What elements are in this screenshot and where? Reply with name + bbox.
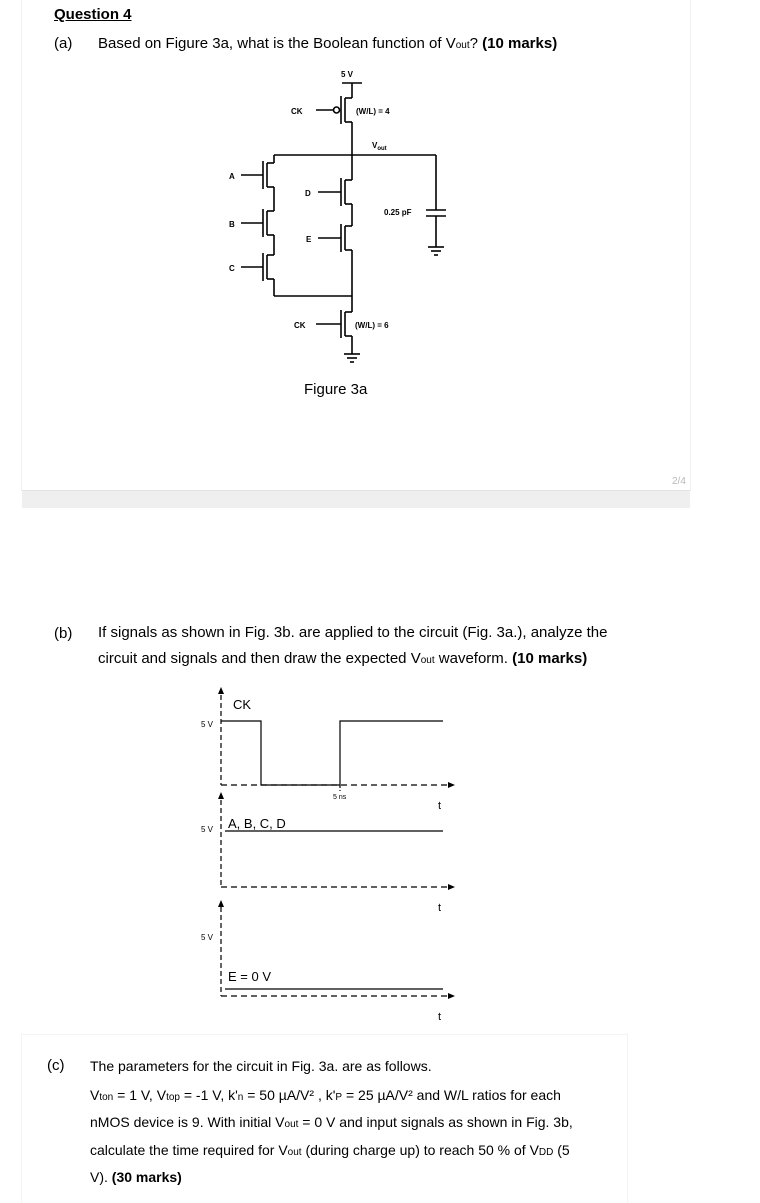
part-a-label: (a) — [54, 35, 73, 52]
t-axis-1-label: t — [438, 800, 442, 812]
abcd-level-label: 5 V — [201, 825, 214, 834]
part-a-marks: (10 marks) — [482, 35, 558, 52]
vdd-label: 5 V — [341, 70, 354, 79]
part-c-question: The parameters for the circuit in Fig. 3a. are as follows. Vton = 1 V, Vtop = -1 V, k'n = 50 µA/V² , k'P = 25 µA/V² and W/L ratios for each nMOS device is 9. With initial Vout = 0 V and input signals as shown in Fig. 3b, calculate the time required for Vout (during charge up) to reach 50 % of VDD (5 V). (30 marks) — [90, 1058, 573, 1185]
figure-3a-caption: Figure 3a — [304, 381, 368, 398]
t-axis-2-label: t — [438, 902, 442, 914]
page-gap — [22, 490, 690, 509]
input-c-label: C — [229, 264, 235, 273]
ck-wave-label: CK — [233, 697, 252, 712]
input-a-label: A — [229, 172, 235, 181]
capacitor-label: 0.25 pF — [384, 208, 412, 217]
time-mark-label: 5 ns — [333, 794, 347, 801]
wl-top-label: (W/L) = 4 — [356, 107, 390, 116]
e-wave-label: E = 0 V — [228, 969, 271, 984]
part-b-question: If signals as shown in Fig. 3b. are applied to the circuit (Fig. 3a.), analyze the circuit and signals and then draw the expected Vout waveform. (10 marks) — [98, 624, 608, 667]
question-title: Question 4 — [54, 6, 132, 23]
input-e-label: E — [306, 235, 312, 244]
part-b-label: (b) — [54, 625, 73, 642]
e-level-label: 5 V — [201, 933, 214, 942]
ck-top-label: CK — [291, 107, 303, 116]
input-b-label: B — [229, 220, 235, 229]
figure-3b-waveforms — [0, 680, 760, 1030]
t-axis-3-label: t — [438, 1011, 442, 1023]
part-a-question: Based on Figure 3a, what is the Boolean function of Vout? (10 marks) — [98, 35, 558, 52]
part-c-label: (c) — [47, 1057, 65, 1074]
vout-label: $V_{out}$ — [372, 141, 387, 152]
page-number: 2/4 — [672, 476, 686, 487]
figure-3a-circuit — [0, 0, 760, 380]
wl-bottom-label: (W/L) = 6 — [355, 321, 389, 330]
part-b-marks: (10 marks) — [512, 650, 588, 667]
ck-bottom-label: CK — [294, 321, 306, 330]
part-c-marks: (30 marks) — [111, 1169, 182, 1185]
input-d-label: D — [305, 189, 311, 198]
ck-level-label: 5 V — [201, 720, 214, 729]
abcd-wave-label: A, B, C, D — [228, 816, 286, 831]
